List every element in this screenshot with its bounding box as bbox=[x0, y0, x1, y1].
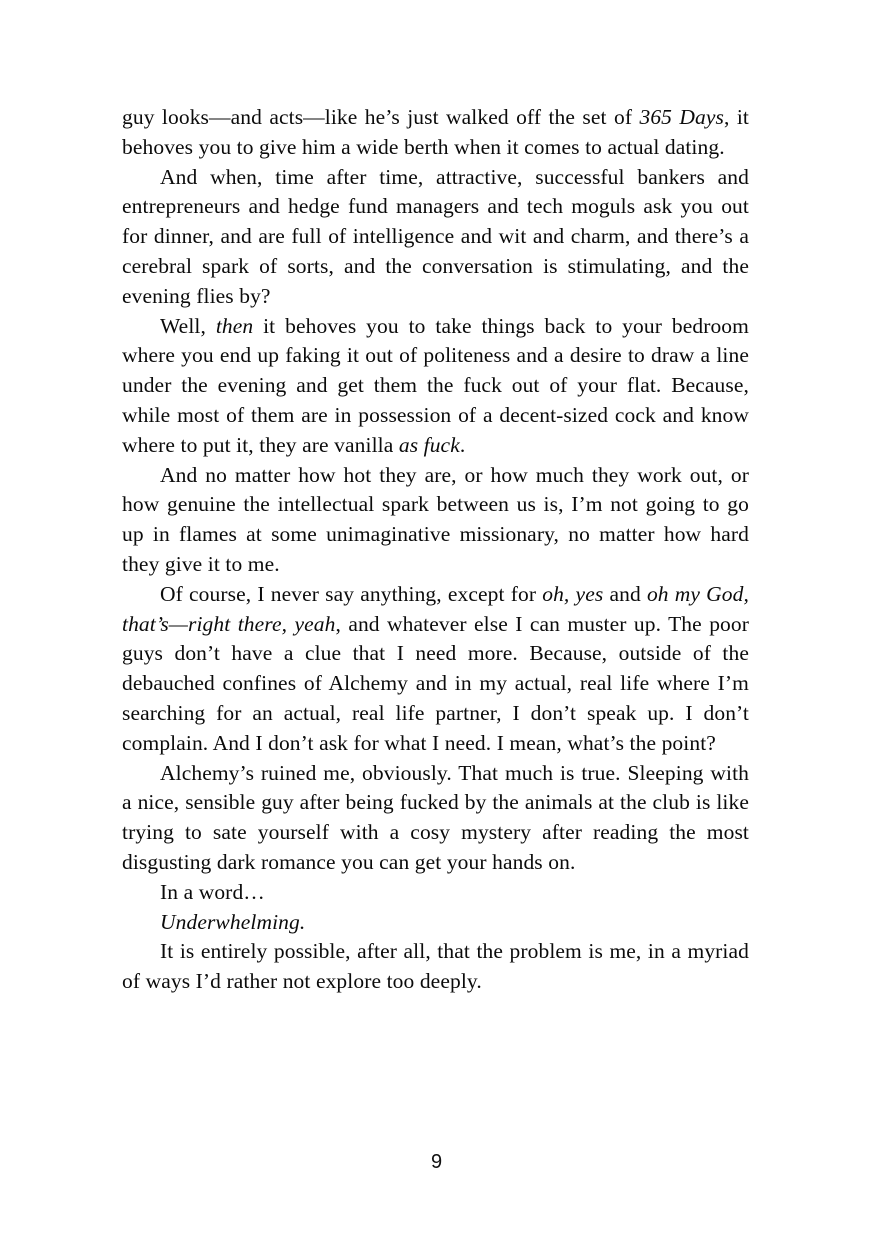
paragraph bbox=[122, 580, 749, 759]
paragraph bbox=[122, 937, 749, 997]
paragraph bbox=[122, 312, 749, 461]
paragraph bbox=[122, 908, 749, 938]
italic-text: oh, yes bbox=[542, 581, 604, 606]
paragraph bbox=[122, 878, 749, 908]
body-text: . bbox=[459, 432, 466, 457]
body-text: And no matter how hot they are, or how much they work out, or how genuine the intellectual spark between us is, I’m not going to go up in flames at some unimaginative missionary, no matter how hard they give it to me. bbox=[122, 462, 749, 576]
paragraph bbox=[122, 103, 749, 163]
italic-text: as fuck bbox=[398, 432, 460, 457]
paragraph bbox=[122, 461, 749, 580]
paragraph bbox=[122, 163, 749, 312]
body-text: , it behoves you to give him a wide berth when it comes to actual dating. bbox=[122, 105, 749, 159]
body-text: it behoves you to take things back to your bedroom where you end up faking it out of politeness and a desire to draw a line under the evening and get them the fuck out of your flat. Because, while most of them are in possession of a decent-sized cock and know where to put it, they are vanilla bbox=[122, 313, 749, 457]
body-text: Of course, I never say anything, except for bbox=[160, 581, 543, 606]
body-text: In a word… bbox=[160, 879, 265, 904]
italic-text: Underwhelming. bbox=[160, 909, 306, 934]
page-text bbox=[122, 103, 749, 997]
italic-text: then bbox=[215, 313, 254, 338]
body-text: Well, bbox=[160, 313, 216, 338]
italic-text: oh my God, that’s—right there, yeah bbox=[122, 581, 749, 636]
body-text: It is entirely possible, after all, that the problem is me, in a myriad of ways I’d rather not explore too deeply. bbox=[122, 939, 749, 994]
body-text: and bbox=[603, 581, 647, 606]
page-number: 9 bbox=[430, 1151, 443, 1173]
italic-text: 365 Days bbox=[639, 105, 724, 129]
body-text: guy looks—and acts—like he’s just walked off the set of bbox=[122, 105, 640, 129]
paragraph bbox=[122, 759, 749, 878]
body-text: , and whatever else I can muster up. The poor guys don’t have a clue that I need more. Because, outside of the debauched confines of Alchemy and in my actual, real life where I’m searching for an actual, real life partner, I don’t speak up. I don’t complain. And I don’t ask for what I need. I mean, what’s the point? bbox=[122, 611, 749, 755]
body-text: Alchemy’s ruined me, obviously. That much is true. Sleeping with a nice, sensible guy after being fucked by the animals at the club is like trying to sate yourself with a cosy mystery after reading the most disgusting dark romance you can get your hands on. bbox=[122, 760, 749, 874]
body-text: And when, time after time, attractive, successful bankers and entrepreneurs and hedge fund managers and tech moguls ask you out for dinner, and are full of intelligence and wit and charm, and there’s a cerebral spark of sorts, and the conversation is stimulating, and the evening flies by? bbox=[122, 164, 749, 308]
